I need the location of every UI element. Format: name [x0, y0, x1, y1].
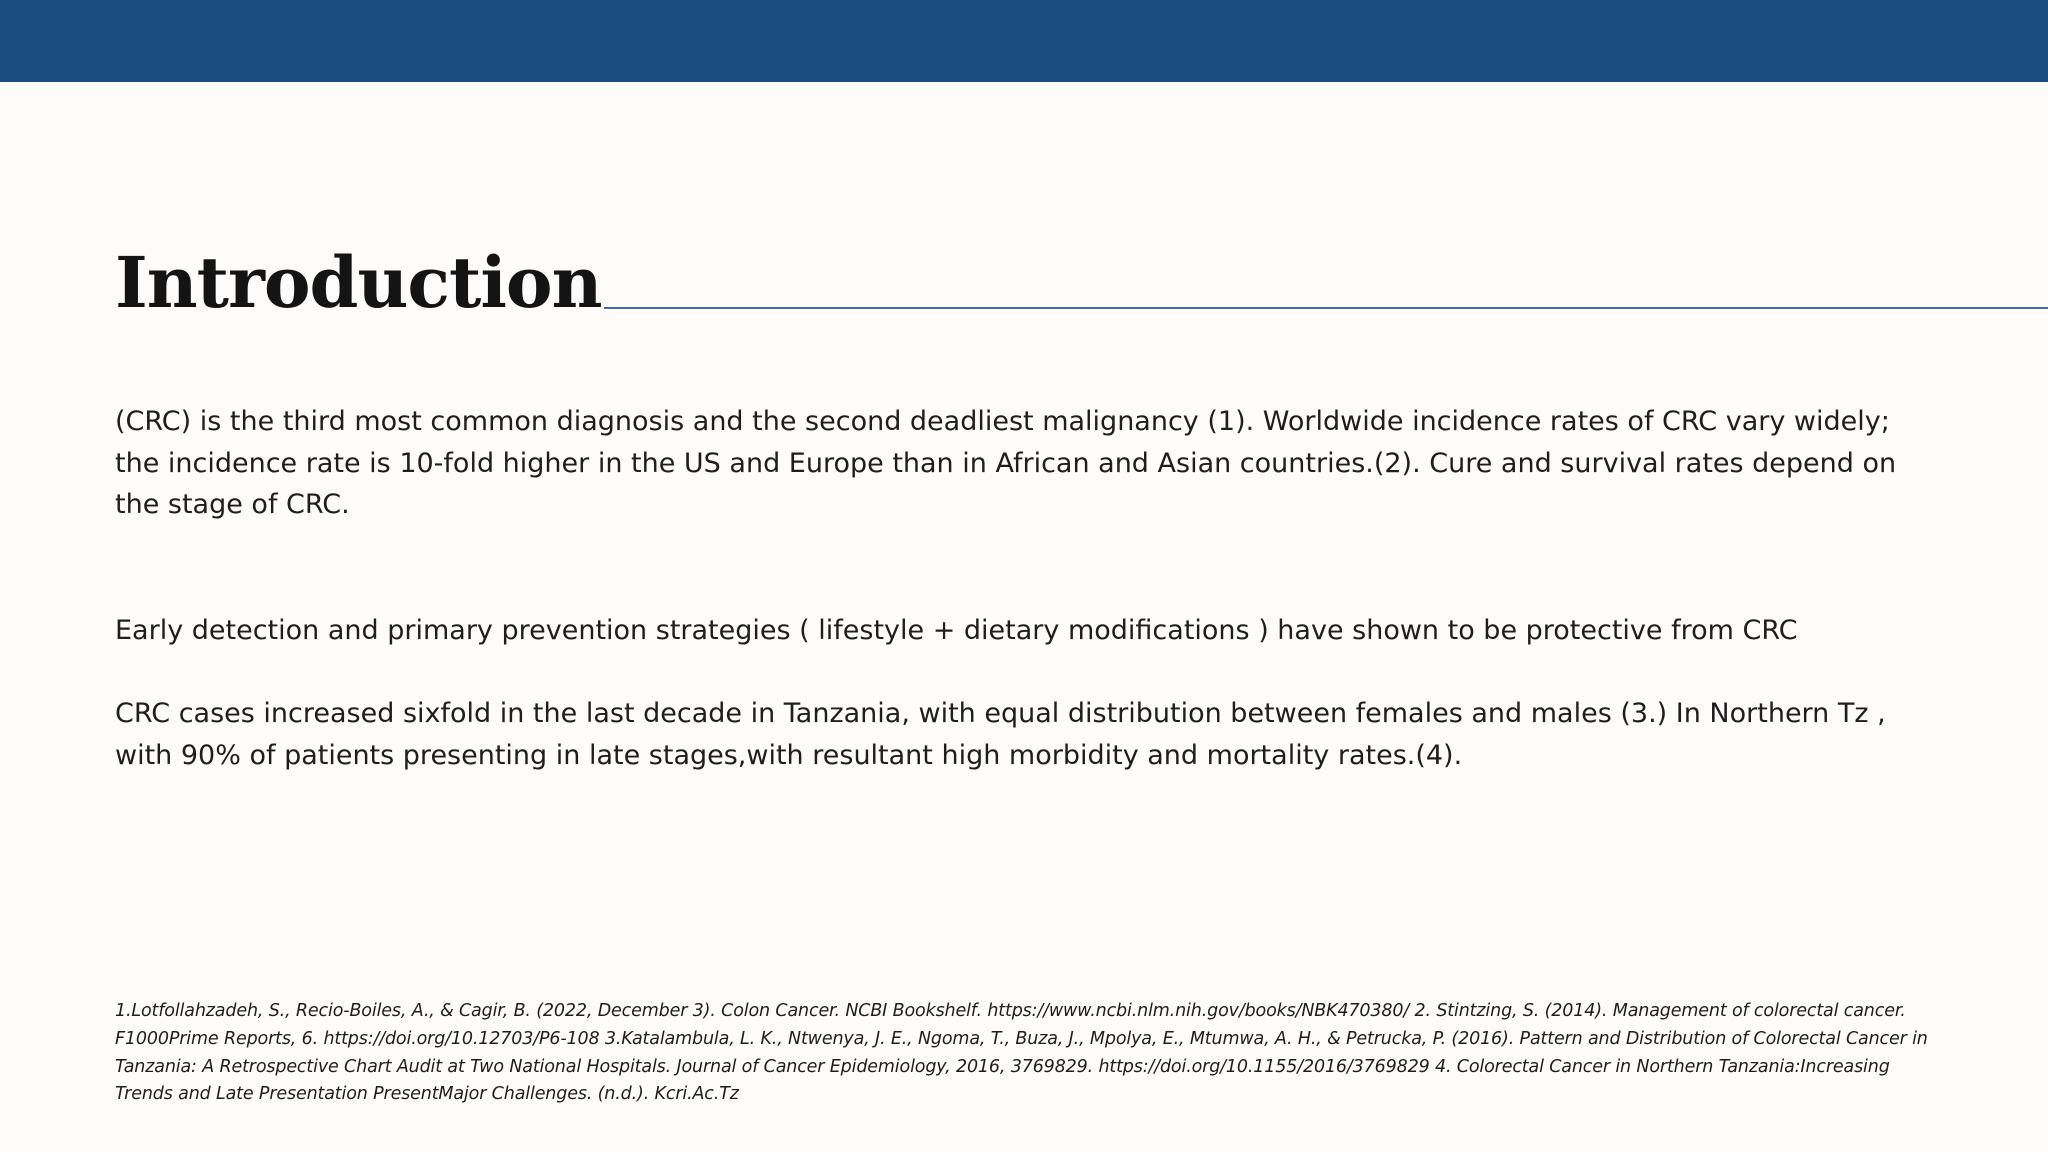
- paragraph-prevention: Early detection and primary prevention strategies ( lifestyle + dietary modifications ) have shown to be protective from CRC: [115, 615, 1798, 646]
- references-footnote: 1.Lotfollahzadeh, S., Recio-Boiles, A., & Cagir, B. (2022, December 3). Colon Cancer. NCBI Bookshelf. https://www.ncbi.nlm.nih.gov/books/NBK470380/ 2. Stintzing, S. (2014). Management of colorectal cancer. F1000Prime Reports, 6. https://doi.org/10.12703/P6-108 3.Katalambula, L. K., Ntwenya, J. E., Ngoma, T., Buza, J., Mpolya, E., Mtumwa, A. H., & Petrucka, P. (2016). Pattern and Distribution of Colorectal Cancer in Tanzania: A Retrospective Chart Audit at Two National Hospitals. Journal of Cancer Epidemiology, 2016, 3769829. https://doi.org/10.1155/2016/3769829 4. Colorectal Cancer in Northern Tanzania:Increasing Trends and Late Presentation PresentMajor Challenges. (n.d.). Kcri.Ac.Tz: [115, 1001, 1928, 1105]
- header-banner: [0, 0, 2048, 82]
- slide-title: Introduction: [115, 241, 602, 324]
- title-divider-line: [604, 307, 2048, 309]
- paragraph-crc-overview: (CRC) is the third most common diagnosis and the second deadliest malignancy (1). Worldwide incidence rates of CRC vary widely; the incidence rate is 10-fold higher in the US and Europe than in African and Asian countries.(2). Cure and survival rates depend on the stage of CRC.: [115, 406, 1897, 520]
- paragraph-tanzania-cases: CRC cases increased sixfold in the last decade in Tanzania, with equal distribution between females and males (3.) In Northern Tz , with 90% of patients presenting in late stages,with resultant high morbidity and mortality rates.(4).: [115, 698, 1886, 771]
